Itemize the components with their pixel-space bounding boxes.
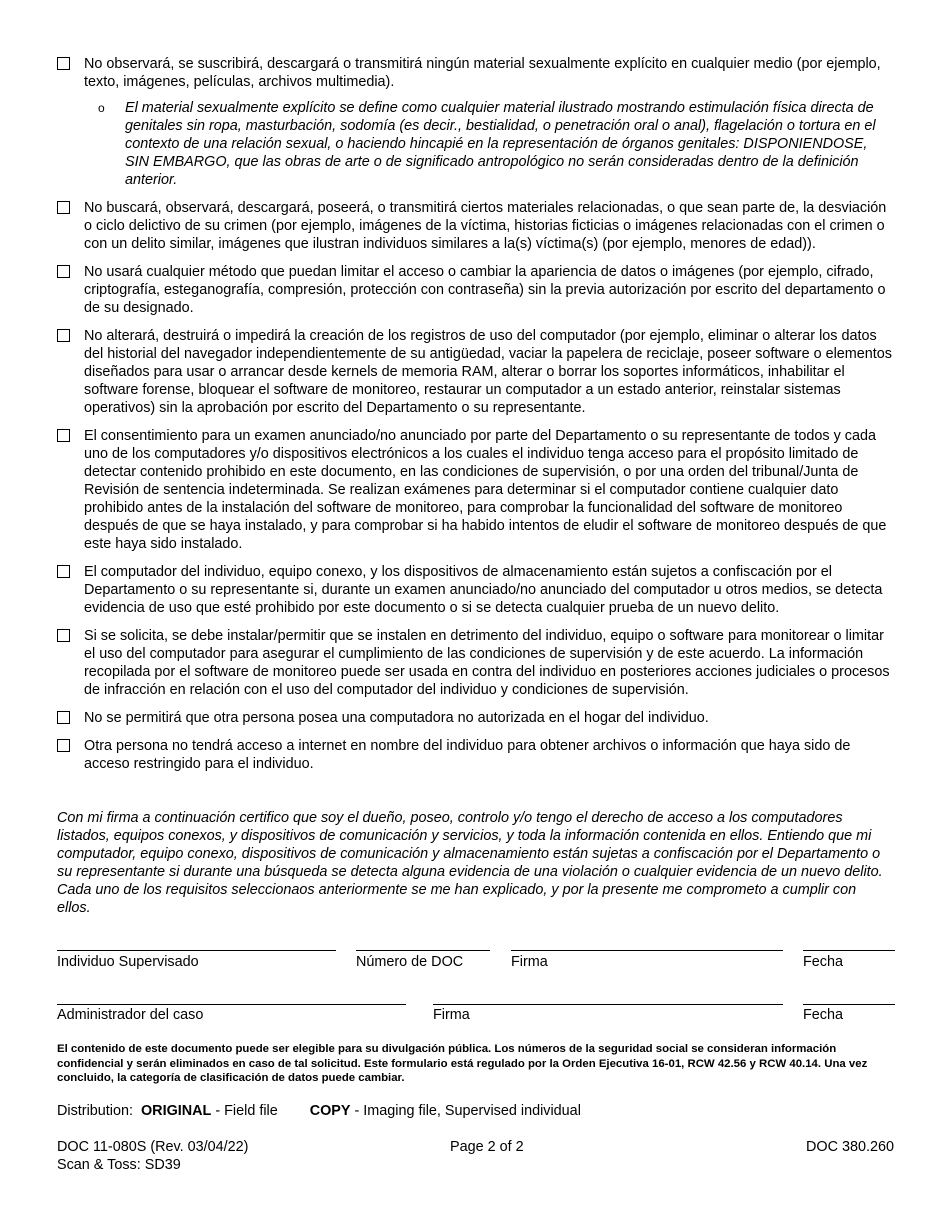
signature-line-individual[interactable] [57,950,336,951]
condition-text: Si se solicita, se debe instalar/permitir que se instalen en detrimento del individuo, equipo o software para monitorear o limitar el uso del computador para asegurar el cumplimiento de las condiciones de supervisión y de este acuerdo. La información recopilada por el software de monitoreo puede ser usada en contra del individuo en posteriores acciones judiciales o procesos de infracción en relación con el uso del computador del individuo y condiciones de supervisión. [84,628,890,698]
checkbox[interactable] [57,265,70,278]
condition-item [57,737,895,773]
signature-line-case-admin[interactable] [57,1004,406,1005]
checkbox[interactable] [57,329,70,342]
distribution-original: ORIGINAL [140,1103,212,1119]
sub-bullet-item [98,99,895,189]
label-firma-admin: Firma [433,1007,470,1023]
form-id: DOC 11-080S (Rev. 03/04/22) [57,1139,249,1155]
condition-item [57,427,895,553]
distribution-copy-desc: - Imaging file, Supervised individual [350,1103,581,1119]
certification-statement: Con mi firma a continuación certifico que soy el dueño, poseo, controlo y/o tengo el derecho de acceso a los computadores listados, equipos conexos, y dispositivos de comunicación y servicios, y toda la información contenida en ellos. Entiendo que mi computador, equipo conexo, dispositivos de comunicación y almacenamiento están sujetas a confiscación por el Departamento o su representante si durante una búsqueda se detecta alguna evidencia de una violación o cualquier evidencia de un nuevo delito. Cada uno de los requisitos seleccionaos anteriormente se me han explicado, y por la presente me comprometo a cumplir con ellos. [57,810,883,916]
checkbox[interactable] [57,57,70,70]
checkbox[interactable] [57,739,70,752]
condition-text: No buscará, observará, descargará, poseerá, o transmitirá ciertos materiales relacionadas, o que sean parte de, la desviación o ciclo delictivo de su crimen (por ejemplo, imágenes de la víctima, historias ficticias o imágenes relacionadas con el crimen o con un delito similar, imágenes que ilustran individuos similares a la(s) víctima(s) (por ejemplo, menores de edad)). [84,200,887,252]
signature-line-doc-number[interactable] [356,950,490,951]
condition-item [57,627,895,699]
condition-item [57,709,895,727]
label-date-individual: Fecha [803,954,843,970]
policy-number: DOC 380.260 [806,1139,894,1155]
checkbox[interactable] [57,711,70,724]
label-date-admin: Fecha [803,1007,843,1023]
distribution-copy: COPY [309,1103,351,1119]
condition-text: No usará cualquier método que puedan limitar el acceso o cambiar la apariencia de datos o imágenes (por ejemplo, cifrado, criptografía, esteganografía, compresión, protección con contraseña) sin la previa autorización por escrito del departamento o de su designado. [84,264,886,316]
distribution-original-desc: - Field file [211,1103,278,1119]
signature-line-firma-individual[interactable] [511,950,783,951]
label-case-admin: Administrador del caso [57,1007,204,1023]
condition-text: No observará, se suscribirá, descargará o transmitirá ningún material sexualmente explícito en cualquier medio (por ejemplo, texto, imágenes, películas, archivos multimedia). [84,56,881,90]
label-individual: Individuo Supervisado [57,954,199,970]
condition-item [57,563,895,617]
hollow-bullet-icon: o [98,101,105,115]
condition-item [57,327,895,417]
condition-text: El consentimiento para un examen anunciado/no anunciado por parte del Departamento o su representante de todos y cada uno de los computadores y/o dispositivos electrónicos a los cuales el individuo tenga acceso para el propósito limitado de detectar contenido prohibido en este documento, en las condiciones de supervisión, o por una orden del tribunal/Junta de Revisión de sentencia indeterminada. Se realizan exámenes para determinar si el computador contiene cualquier dato prohibido antes de la instalación del software de monitoreo, para comprobar la funcionalidad del software de monitoreo después de que se haya instalado, y para comprobar si ha habido intentos de eludir el software de monitoreo después de que este haya sido instalado. [84,428,887,552]
signature-line-firma-admin[interactable] [433,1004,783,1005]
public-disclosure-notice: El contenido de este documento puede ser elegible para su divulgación pública. Los números de la seguridad social se consideran información confidencial y serán eliminados en caso de tal solicitud. Este formulario está regulado por la Orden Ejecutiva 16-01, RCW 42.56 y RCW 40.14. Una vez concluido, la categoría de clasificación de datos puede cambiar. [57,1043,868,1084]
condition-item [57,199,895,253]
page-number: Page 2 of 2 [450,1139,524,1155]
condition-item [57,263,895,317]
condition-text: No se permitirá que otra persona posea una computadora no autorizada en el hogar del individuo. [84,710,709,726]
checkbox[interactable] [57,429,70,442]
condition-list [57,55,895,783]
sub-bullet-text: El material sexualmente explícito se define como cualquier material ilustrado mostrando estimulación física directa de genitales sin ropa, masturbación, sodomía (es decir., bestialidad, o penetración oral o anal), flagelación o tortura en el contexto de una relación sexual, o haciendo hincapié en la representación de órganos genitales: DISPONIENDOSE, SIN EMBARGO, que las obras de arte o de significado antropológico no serán consideradas dentro de la definición anterior. [125,100,876,188]
checkbox[interactable] [57,565,70,578]
checkbox[interactable] [57,629,70,642]
signature-line-date-admin[interactable] [803,1004,895,1005]
distribution-line [57,1102,581,1120]
scan-toss: Scan & Toss: SD39 [57,1157,181,1173]
condition-text: Otra persona no tendrá acceso a internet en nombre del individuo para obtener archivos o información que haya sido de acceso restringido para el individuo. [84,738,851,772]
checkbox[interactable] [57,201,70,214]
label-doc-number: Número de DOC [356,954,464,970]
label-firma-individual: Firma [511,954,548,970]
condition-text: No alterará, destruirá o impedirá la creación de los registros de uso del computador (por ejemplo, eliminar o alterar los datos del historial del navegador independientemente de su antigüedad, vaciar la papelera de reciclaje, poseer software o elementos diseñados para usar o arrancar desde kernels de memoria RAM, alterar o borrar los soportes informáticos, inhabilitar el software forense, bloquear el software de monitoreo, restaurar un computador a un estado anterior, reinstalar sistemas operativos) sin la aprobación por escrito del Departamento o su representante. [84,328,892,416]
signature-line-date-individual[interactable] [803,950,895,951]
distribution-label: Distribution: [57,1103,133,1119]
condition-item [57,55,895,91]
condition-text: El computador del individuo, equipo conexo, y los dispositivos de almacenamiento están sujetos a confiscación por el Departamento o su representante si, durante un examen anunciado/no anunciado del computador u otros medios, se detecta evidencia de uso que esté prohibido por este documento o si se detecta cualquier prueba de un nuevo delito. [84,564,883,616]
